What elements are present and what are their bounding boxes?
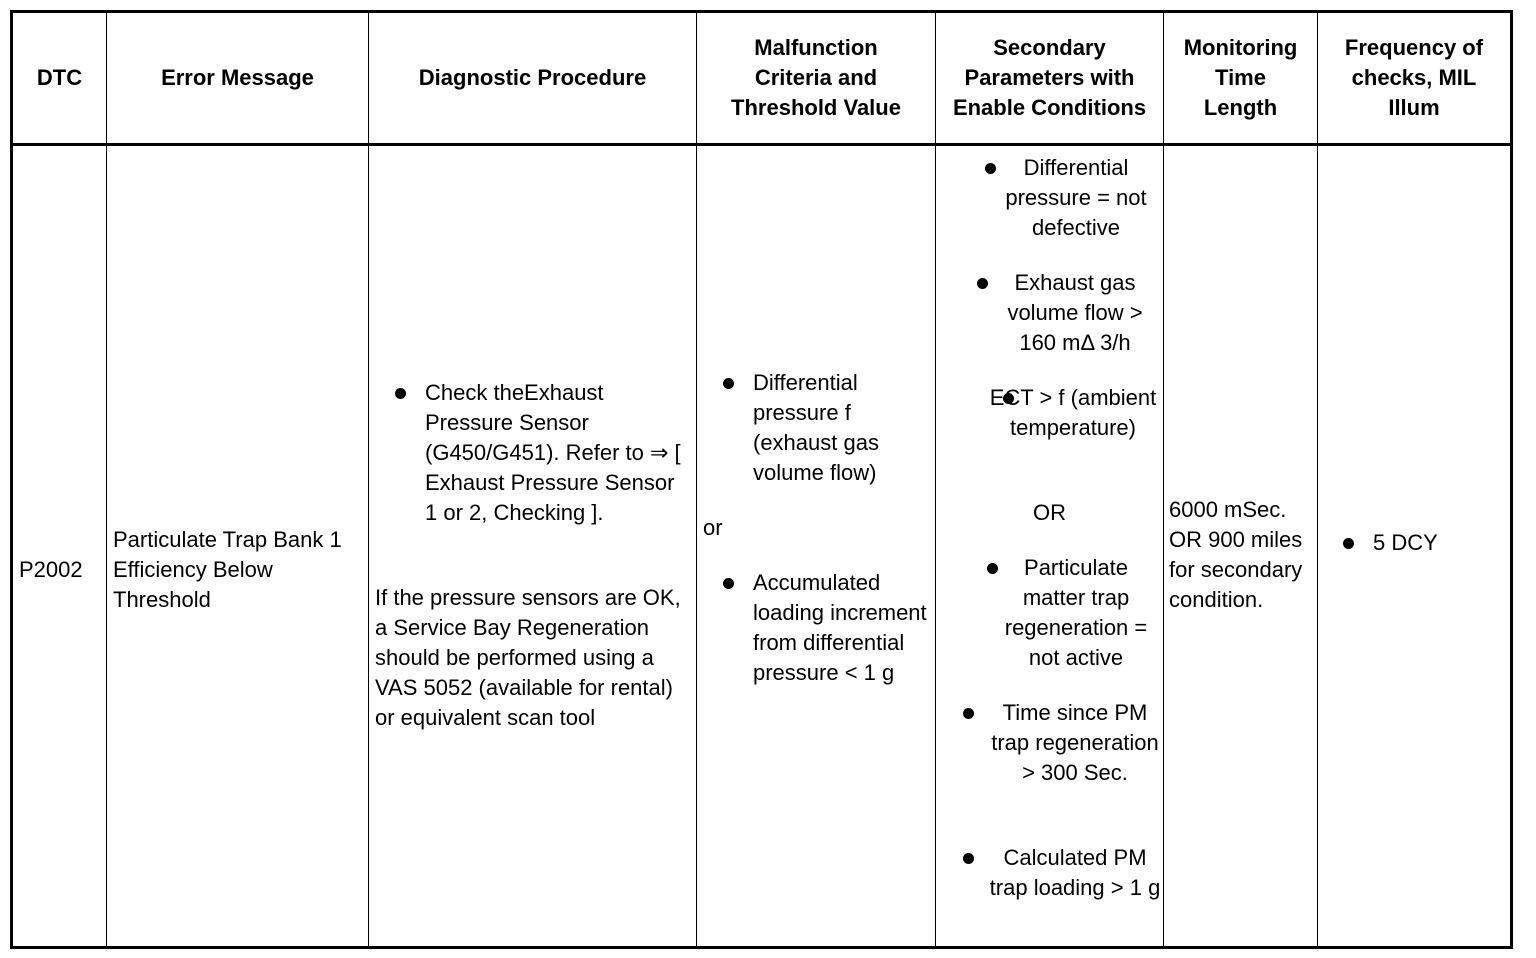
header-malfunction-criteria: Malfunction Criteria and Threshold Value — [731, 35, 901, 120]
bullet-icon — [977, 278, 988, 289]
bullet-icon — [963, 853, 974, 864]
secondary-param-4: Particulate matter trap regeneration = not active — [1004, 555, 1148, 670]
error-message: Particulate Trap Bank 1 Efficiency Below Threshold — [113, 527, 342, 612]
header-monitoring-time: Monitoring Time Length — [1183, 35, 1298, 120]
bullet-icon — [723, 578, 734, 589]
column-divider — [368, 13, 369, 946]
header-diagnostic-procedure: Diagnostic Procedure — [418, 65, 647, 90]
monitoring-time: 6000 mSec. OR 900 miles for secondary condition. — [1169, 497, 1303, 612]
secondary-param-3: ECT > f (ambient temperature) — [989, 385, 1157, 440]
bullet-icon — [723, 378, 734, 389]
header-dtc: DTC — [36, 65, 83, 90]
diagnostic-note: If the pressure sensors are OK, a Service Bay Regeneration should be performed using a VAS 5052 (available for rental) or equivalent scan tool — [375, 585, 681, 730]
bullet-icon — [963, 708, 974, 719]
bullet-icon — [395, 388, 406, 399]
column-divider — [935, 13, 936, 946]
column-divider — [1317, 13, 1318, 946]
secondary-or: OR — [1033, 500, 1066, 525]
secondary-param-6: Calculated PM trap loading > 1 g — [989, 845, 1161, 900]
column-divider — [696, 13, 697, 946]
frequency-value: 5 DCY — [1373, 530, 1438, 555]
bullet-icon — [1343, 538, 1354, 549]
secondary-param-1: Differential pressure = not defective — [1005, 155, 1147, 240]
diagnostic-bullet-text: Check theExhaust Pressure Sensor (G450/G451). Refer to ⇒ [ Exhaust Pressure Sensor 1 or 2, Checking ]. — [425, 380, 681, 525]
header-frequency: Frequency of checks, MIL Illum — [1344, 35, 1484, 120]
malfunction-criteria-2: Accumulated loading increment from differential pressure < 1 g — [753, 570, 927, 685]
column-divider — [106, 13, 107, 946]
dtc-table — [10, 10, 1513, 949]
header-error-message: Error Message — [161, 65, 314, 90]
header-secondary-parameters: Secondary Parameters with Enable Conditions — [952, 35, 1147, 120]
secondary-param-5: Time since PM trap regeneration > 300 Sec. — [991, 700, 1159, 785]
dtc-code: P2002 — [19, 557, 83, 582]
malfunction-or: or — [703, 515, 723, 540]
header-divider — [13, 143, 1510, 146]
secondary-param-2: Exhaust gas volume flow > 160 mΔ 3/h — [1007, 270, 1143, 355]
column-divider — [1163, 13, 1164, 946]
malfunction-criteria-1: Differential pressure f (exhaust gas volume flow) — [753, 370, 879, 485]
